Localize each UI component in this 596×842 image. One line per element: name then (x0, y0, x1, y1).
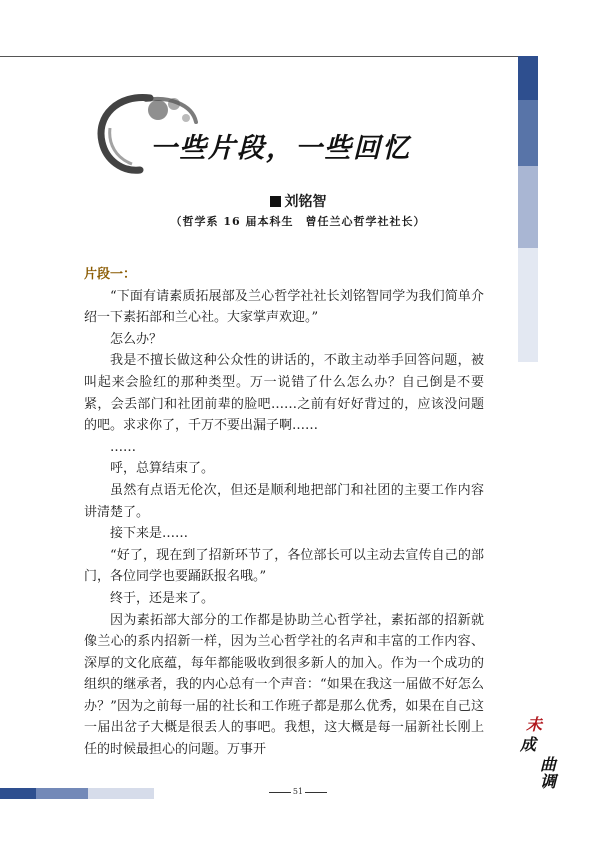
calligraphy-glyph: 调 (540, 772, 557, 791)
side-color-bar-1 (518, 56, 538, 100)
article-body (84, 264, 484, 761)
page-number-value: 51 (292, 787, 304, 796)
page-number (0, 787, 596, 796)
side-color-bar-4 (518, 248, 538, 362)
paragraph: 我是不擅长做这种公众性的讲话的，不敢主动举手回答问题，被叫起来会脸红的那种类型。万一说错了什么怎么办？自己倒是不要紧，会丢部门和社团前辈的脸吧……之前有好好背过的，应该没问题的吧。求求你了，千万不要出漏子啊…… (84, 353, 484, 434)
paragraph: 呼，总算结束了。 (110, 461, 215, 477)
paragraph: 因为素拓部大部分的工作都是协助兰心哲学社，素拓部的招新就像兰心的系内招新一样，因为兰心哲学社的名声和丰富的工作内容、深厚的文化底蕴，每年都能吸收到很多新人的加入。作为一个成功的组织的继承者，我的内心总有一个声音：“如果在我这一届做不好怎么办？”因为之前每一届的社长和工作班子都是那么优秀，如果在自己这一届出岔子大概是很丢人的事吧。我想，这大概是每一届新社长刚上任的时候最担心的问题。万事开 (84, 612, 484, 758)
paragraph: “好了，现在到了招新环节了，各位部长可以主动去宣传自己的部门，各位同学也要踊跃报名哦。” (84, 547, 484, 585)
section-heading: 片段一： (84, 267, 137, 282)
calligraphy-char-1: 未 (526, 715, 543, 734)
author-note: （哲学系 16 届本科生 曾任兰心哲学社社长） (170, 215, 426, 228)
page-number-rule-left (269, 792, 291, 793)
paragraph: 接下来是…… (110, 526, 189, 542)
paragraph: …… (110, 439, 136, 455)
author-marker-icon (270, 196, 281, 207)
side-color-bar-2 (518, 100, 538, 166)
calligraphy-char-3 (540, 756, 556, 790)
paragraph: “下面有请素质拓展部及兰心哲学社社长刘铭智同学为我们简单介绍一下素拓部和兰心社。大家掌声欢迎。” (84, 288, 484, 326)
paragraph: 怎么办？ (110, 331, 163, 347)
article-title: 一些片段，一些回忆 (150, 133, 411, 164)
vertical-calligraphy (500, 715, 590, 791)
calligraphy-char-2: 成 (520, 735, 537, 754)
header-rule (0, 56, 518, 57)
author-line (0, 191, 596, 211)
paragraph: 终于，还是来了。 (110, 590, 215, 606)
paragraph: 虽然有点语无伦次，但还是顺利地把部门和社团的主要工作内容讲清楚了。 (84, 482, 484, 520)
calligraphy-glyph: 曲 (540, 755, 557, 774)
page-number-rule-right (305, 792, 327, 793)
author-name: 刘铭智 (284, 194, 327, 210)
